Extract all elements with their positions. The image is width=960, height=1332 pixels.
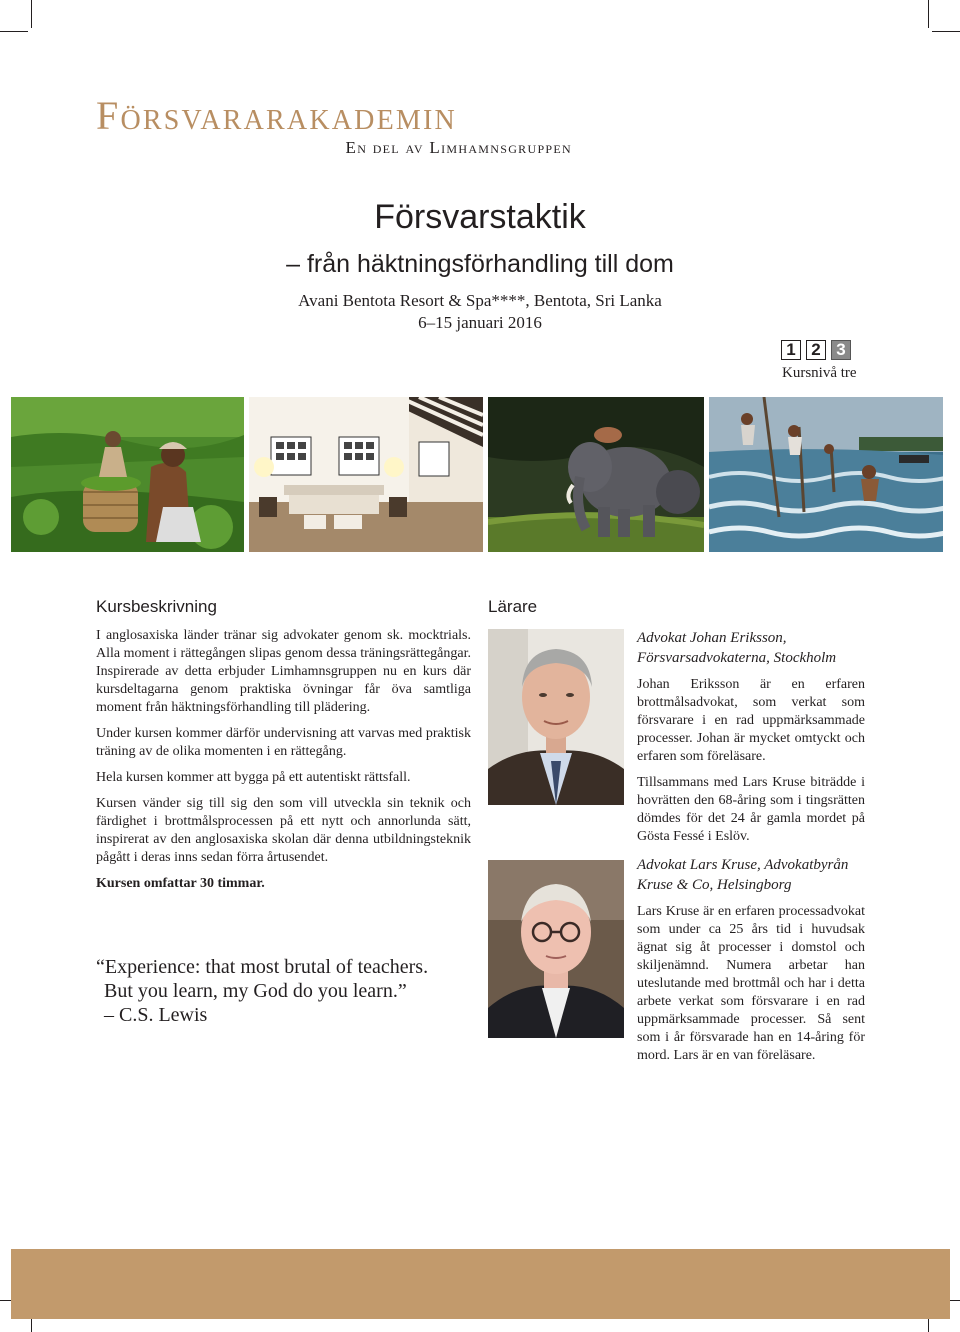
crop-mark [0,31,28,32]
page-title: Försvarstaktik [374,198,586,236]
course-level-indicator [781,340,851,360]
quote-author: – C.S. Lewis [104,1004,208,1026]
venue: Avani Bentota Resort & Spa****, Bentota, Sri Lanka [298,291,662,310]
course-paragraph: Kursen vänder sig till sig den som vill utveckla sin teknik och färdighet i brottmålsprocessen på ett nytt och annorlunda sätt, inspirerat av den anglosaxiska skolan där denna utbildningsteknik pågått i deras inns sedan förra årtusendet. [96,796,471,865]
teacher-bio: Lars Kruse är en erfaren processadvokat som under ca 25 års tid i huvudsak ägnat sig åt processer i domstol och skiljenämnd. Numera arbetar han uteslutande med brottmål och har i detta arbete verkat som försvarare i en rad uppmärksammade processer. Så sent som i år försvarade han en 14-åring för mord. Lars är en van föreläsare. [637,904,865,1063]
course-description [96,627,471,901]
teacher-name: Advokat Johan Eriksson, Försvarsadvokaterna, Stockholm [637,630,837,666]
quote-line: “Experience: that most brutal of teachers. [96,956,429,978]
teacher-name: Advokat Lars Kruse, Advokatbyrån Kruse & Co, Helsingborg [637,857,849,893]
logo-tagline: En del av Limhamnsgruppen [345,138,572,157]
crop-mark [932,31,960,32]
footer-band [11,1249,950,1319]
quote-line: But you learn, my God do you learn.” [104,980,407,1002]
teachers-heading: Lärare [488,597,538,616]
teacher-bio: Johan Eriksson är en erfaren brottmålsadvokat, som verkat som försvarare i en rad uppmärksammade processer. Johan är mycket omtyckt och erfaren som föreläsare. [637,677,865,764]
portrait-lars-kruse [488,860,624,1038]
teacher-bio: Tillsammans med Lars Kruse biträdde i hovrätten den 68-åring som i tingsrätten dömdes för det 24 år gamla mordet på Gösta Fessé i Eslöv. [637,775,865,844]
teacher-lars-kruse [637,855,865,1073]
course-heading: Kursbeskrivning [96,597,217,616]
crop-mark [31,0,32,28]
photo-elephant [488,397,704,552]
photo-hotel-lobby [249,397,483,552]
level-box-2: 2 [806,340,826,360]
photo-stilt-fishermen [709,397,943,552]
quote [96,955,476,1027]
portrait-johan-eriksson [488,629,624,805]
course-level-label: Kursnivå tre [782,365,857,381]
level-box-3: 3 [831,340,851,360]
course-paragraph: Hela kursen kommer att bygga på ett autentiskt rättsfall. [96,770,411,785]
course-paragraph: I anglosaxiska länder tränar sig advokater genom sk. mocktrials. Alla moment i rättegången slipas genom dessa träningsrättegångar. Inspirerade av detta erbjuder Limhamnsgruppen nu en kurs där kursdeltagarna genom praktiska övningar får öva samtliga moment från häktningsförhandling till plädering. [96,628,471,715]
photo-tea-pickers [11,397,244,552]
dates: 6–15 januari 2016 [418,313,542,332]
course-paragraph: Under kursen kommer därför undervisning att varvas med praktisk träning av de olika momenten i en rättegång. [96,726,471,759]
teacher-johan-eriksson [637,628,865,854]
page-subtitle: – från häktningsförhandling till dom [286,250,674,278]
logo-wordmark: Försvararakademin [96,93,457,138]
crop-mark [928,0,929,28]
course-hours: Kursen omfattar 30 timmar. [96,876,265,891]
level-box-1: 1 [781,340,801,360]
